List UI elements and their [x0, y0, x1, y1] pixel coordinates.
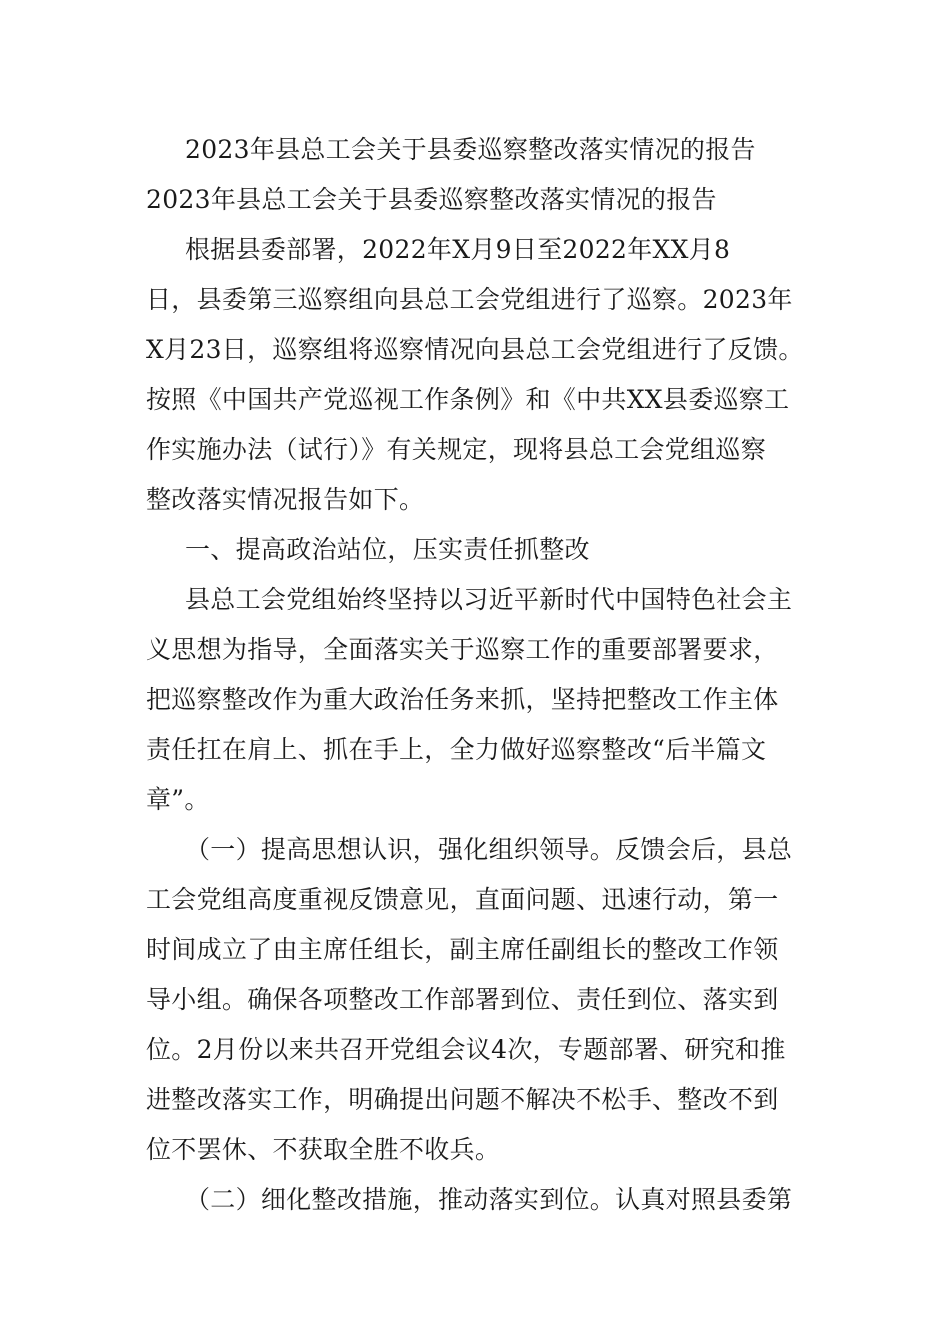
paragraph-line: 根据县委部署，2022年X月9日至2022年XX月8	[185, 235, 731, 264]
document-subtitle: 2023年县总工会关于县委巡察整改落实情况的报告	[146, 185, 717, 214]
paragraph-line: 进整改落实工作，明确提出问题不解决不松手、整改不到	[146, 1085, 779, 1114]
paragraph-line: 按照《中国共产党巡视工作条例》和《中共XX县委巡察工	[146, 385, 790, 414]
paragraph-line: 作实施办法（试行）》有关规定，现将县总工会党组巡察	[146, 435, 767, 464]
paragraph-line: 日，县委第三巡察组向县总工会党组进行了巡察。2023年	[146, 285, 793, 314]
paragraph-line: 导小组。确保各项整改工作部署到位、责任到位、落实到	[146, 985, 779, 1014]
section-heading: 一、提高政治站位，压实责任抓整改	[185, 535, 590, 564]
paragraph-line: （一）提高思想认识，强化组织领导。反馈会后，县总	[185, 835, 793, 864]
paragraph-line: 把巡察整改作为重大政治任务来抓，坚持把整改工作主体	[146, 685, 779, 714]
paragraph-line: 位。2月份以来共召开党组会议4次，专题部署、研究和推	[146, 1035, 786, 1064]
paragraph-line: 章”。	[146, 785, 210, 814]
paragraph-line: （二）细化整改措施，推动落实到位。认真对照县委第	[185, 1185, 793, 1214]
paragraph-line: 工会党组高度重视反馈意见，直面问题、迅速行动，第一	[146, 885, 779, 914]
paragraph-line: 整改落实情况报告如下。	[146, 485, 425, 514]
paragraph-line: X月23日，巡察组将巡察情况向县总工会党组进行了反馈。	[146, 335, 804, 364]
paragraph-line: 时间成立了由主席任组长，副主席任副组长的整改工作领	[146, 935, 779, 964]
paragraph-line: 位不罢休、不获取全胜不收兵。	[146, 1135, 501, 1164]
paragraph-line: 义思想为指导，全面落实关于巡察工作的重要部署要求，	[146, 635, 779, 664]
document-title: 2023年县总工会关于县委巡察整改落实情况的报告	[185, 135, 756, 164]
paragraph-line: 责任扛在肩上、抓在手上，全力做好巡察整改“后半篇文	[146, 735, 767, 764]
paragraph-line: 县总工会党组始终坚持以习近平新时代中国特色社会主	[185, 585, 793, 614]
